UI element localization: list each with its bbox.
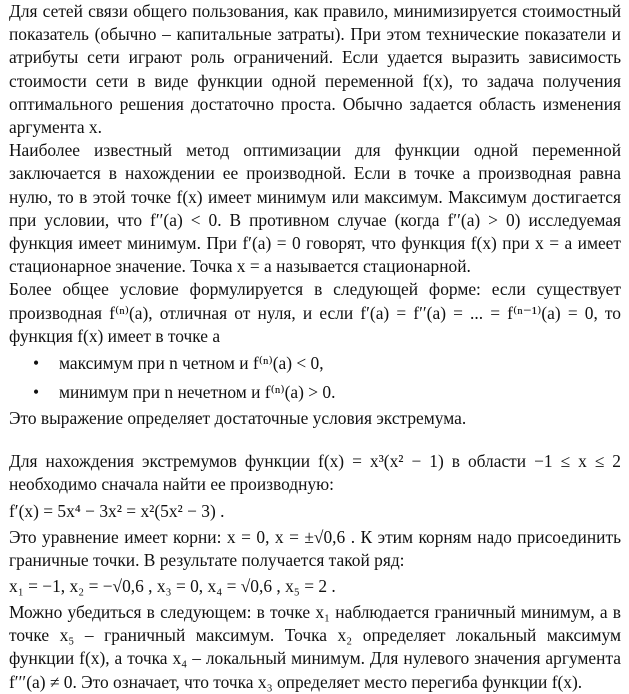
list-item-text: максимум при n четном и f⁽ⁿ⁾(a) < 0,: [59, 353, 324, 374]
list-item: [9, 378, 621, 407]
paragraph-derivative-method: Наиболее известный метод оптимизации для функции одной переменной заключается в нахождении ее производной. Если в точке a производная равна нулю, то в этой точке f(x) имеет минимум или максимум. Максимум достигается при условии, что f′′(a) < 0. В противном случае (когда f′′(a) > 0) исследуемая функция имеет минимум. При f′(a) = 0 говорят, что функция f(x) при x = a имеет стационарное значение. Точка x = a называется стационарной.: [9, 140, 621, 277]
formula-derivative: f′(x) = 5x⁴ − 3x² = x²(5x² − 3) .: [9, 500, 225, 521]
bullet-icon: •: [33, 381, 40, 402]
list-item-text: минимум при n нечетном и f⁽ⁿ⁾(a) > 0.: [59, 381, 336, 402]
paragraph-sufficient-conditions: Это выражение определяет достаточные условия экстремума.: [9, 408, 467, 429]
formula-roots-series: x₁ = −1, x₂ = −√0,6 , x₃ = 0, x₄ = √0,6 , x₅ = 2 .: [9, 576, 336, 597]
paragraph-conclusion: Можно убедиться в следующем: в точке x₁ наблюдается граничный минимум, а в точке x₅ – граничный максимум. Точка x₂ определяет локальный максимум функции f(x), а точка x₄ – локальный минимум. Для нулевого значения аргумента f′′′(a) ≠ 0. Это означает, что точка x₃ определяет место перегиба функции f(x).: [9, 602, 621, 692]
paragraph-intro: Для сетей связи общего пользования, как правило, минимизируется стоимостный показатель (обычно – капитальные затраты). При этом технические показатели и атрибуты сети играют роль ограничений. Если удается выразить зависимость стоимости сети в виде функции одной переменной f(x), то задача получения оптимального решения достаточно проста. Обычно задается область изменения аргумента x.: [9, 1, 621, 138]
conditions-list: [9, 349, 621, 406]
paragraph-example: Для нахождения экстремумов функции f(x) = x³(x² − 1) в области −1 ≤ x ≤ 2 необходимо сначала найти ее производную:: [9, 451, 621, 495]
paragraph-gap: [9, 430, 621, 450]
bullet-icon: •: [33, 353, 40, 374]
paragraph-roots: Это уравнение имеет корни: x = 0, x = ±√0,6 . К этим корням надо присоединить граничные точки. В результате получается такой ряд:: [9, 526, 621, 570]
paragraph-general-condition: Более общее условие формулируется в следующей форме: если существует производная f⁽ⁿ⁾(a), отличная от нуля, и если f′(a) = f′′(a) = ... = f⁽ⁿ⁻¹⁾(a) = 0, то функция f(x) имеет в точке a: [9, 279, 621, 346]
list-item: [9, 349, 621, 378]
